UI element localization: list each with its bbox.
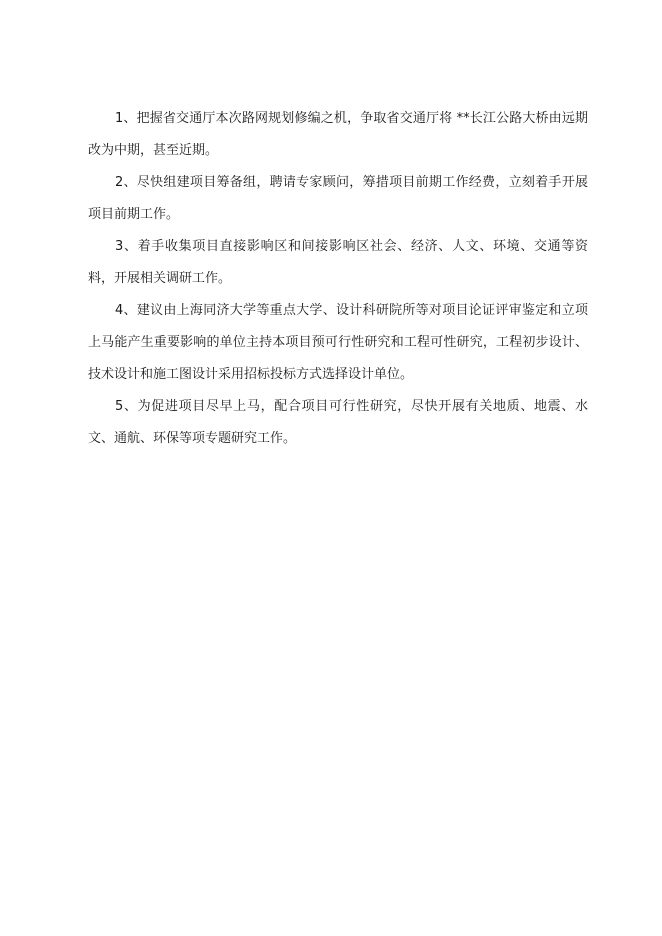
paragraph-2: 2、尽快组建项目筹备组，聘请专家顾问，筹措项目前期工作经费，立刻着手开展项目前期工作。 bbox=[88, 175, 588, 222]
document-body bbox=[88, 103, 588, 455]
paragraph-5: 5、为促进项目尽早上马，配合项目可行性研究，尽快开展有关地质、地震、水文、通航、环保等项专题研究工作。 bbox=[88, 399, 588, 446]
paragraph-4: 4、建议由上海同济大学等重点大学、设计科研院所等对项目论证评审鉴定和立项上马能产生重要影响的单位主持本项目预可行性研究和工程可性研究，工程初步设计、技术设计和施工图设计采用招标投标方式选择设计单位。 bbox=[88, 303, 588, 382]
paragraph-3: 3、着手收集项目直接影响区和间接影响区社会、经济、人文、环境、交通等资料，开展相关调研工作。 bbox=[88, 239, 588, 286]
paragraph-1: 1、把握省交通厅本次路网规划修编之机，争取省交通厅将 **长江公路大桥由远期改为中期，甚至近期。 bbox=[88, 111, 588, 158]
